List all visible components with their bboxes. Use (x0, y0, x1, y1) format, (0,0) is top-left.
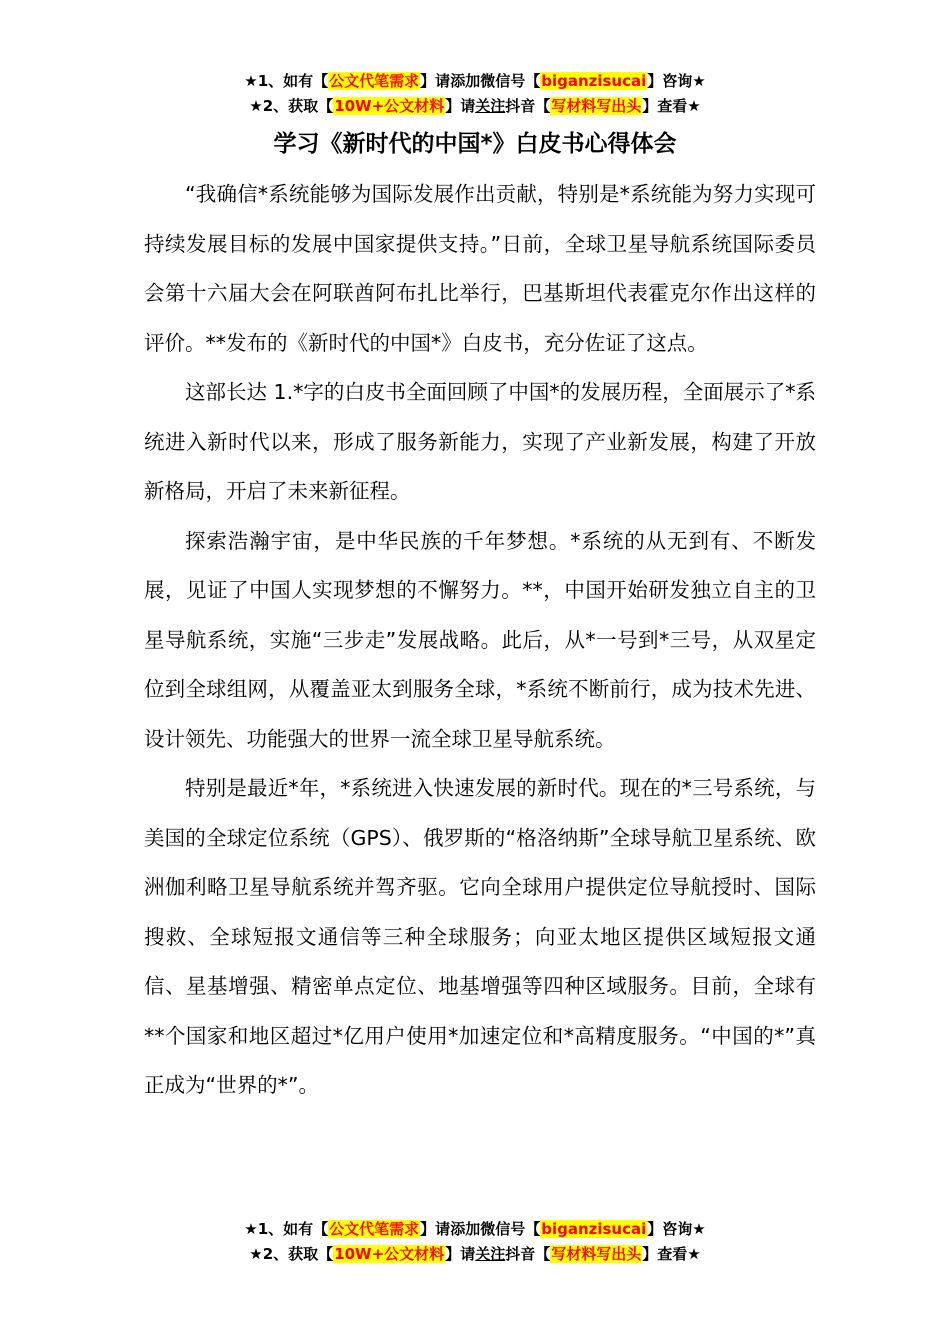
notice-text: 抖音【 (505, 97, 551, 115)
notice-highlight: 公文代笔需求 (329, 72, 420, 90)
notice-text: 微信号【 (480, 1220, 541, 1238)
paragraph: 这部长达 1.*字的白皮书全面回顾了中国*的发展历程，全面展示了*系统进入新时代以来，形成了服务新能力，实现了产业新发展，构建了开放新格局，开启了未来新征程。 (144, 380, 816, 503)
notice-emphasis: 添加 (450, 1220, 481, 1238)
notice-highlight: biganzisucai (541, 1220, 647, 1238)
header-notice (0, 69, 950, 119)
notice-text: 】请 (420, 72, 451, 90)
notice-text: 】请 (445, 97, 476, 115)
notice-text: 】请 (445, 1245, 476, 1263)
notice-emphasis: 关注 (475, 1245, 506, 1263)
notice-line-1 (0, 1217, 950, 1242)
notice-text: ★2、获取【 (249, 1245, 334, 1263)
notice-highlight: biganzisucai (541, 72, 647, 90)
notice-line-2 (0, 94, 950, 119)
paragraph: “我确信*系统能够为国际发展作出贡献，特别是*系统能为努力实现可持续发展目标的发展中国家提供支持。”日前，全球卫星导航系统国际委员会第十六届大会在阿联酋阿布扎比举行，巴基斯坦代表霍克尔作出这样的评价。**发布的《新时代的中国*》白皮书，充分佐证了这点。 (144, 182, 816, 355)
footer-notice (0, 1217, 950, 1267)
notice-emphasis: 关注 (475, 97, 506, 115)
notice-text: 】咨询★ (647, 1220, 706, 1238)
notice-line-2 (0, 1242, 950, 1267)
notice-text: 】咨询★ (647, 72, 706, 90)
paragraph: 探索浩瀚宇宙，是中华民族的千年梦想。*系统的从无到有、不断发展，见证了中国人实现梦想的不懈努力。**，中国开始研发独立自主的卫星导航系统，实施“三步走”发展战略。此后，从*一号到*三号，从双星定位到全球组网，从覆盖亚太到服务全球，*系统不断前行，成为技术先进、设计领先、功能强大的世界一流全球卫星导航系统。 (144, 528, 816, 751)
notice-highlight: 写材料写出头 (551, 1245, 642, 1263)
notice-text: ★2、获取【 (249, 97, 334, 115)
document-title: 学习《新时代的中国*》白皮书心得体会 (273, 131, 677, 157)
notice-text: 】查看★ (642, 1245, 701, 1263)
notice-text: ★1、如有【 (244, 72, 329, 90)
notice-highlight: 写材料写出头 (551, 97, 642, 115)
notice-text: 】请 (420, 1220, 451, 1238)
notice-highlight: 10W+公文材料 (334, 1245, 445, 1263)
notice-highlight: 10W+公文材料 (334, 97, 445, 115)
notice-line-1 (0, 69, 950, 94)
document-body (144, 170, 816, 1111)
notice-text: 抖音【 (505, 1245, 551, 1263)
notice-text: ★1、如有【 (244, 1220, 329, 1238)
notice-highlight: 公文代笔需求 (329, 1220, 420, 1238)
notice-text: 微信号【 (480, 72, 541, 90)
paragraph: 特别是最近*年，*系统进入快速发展的新时代。现在的*三号系统，与美国的全球定位系统（GPS）、俄罗斯的“格洛纳斯”全球导航卫星系统、欧洲伽利略卫星导航系统并驾齐驱。它向全球用户提供定位导航授时、国际搜救、全球短报文通信等三种全球服务；向亚太地区提供区域短报文通信、星基增强、精密单点定位、地基增强等四种区域服务。目前，全球有**个国家和地区超过*亿用户使用*加速定位和*高精度服务。“中国的*”真正成为“世界的*”。 (144, 776, 816, 1097)
notice-emphasis: 添加 (450, 72, 481, 90)
notice-text: 】查看★ (642, 97, 701, 115)
